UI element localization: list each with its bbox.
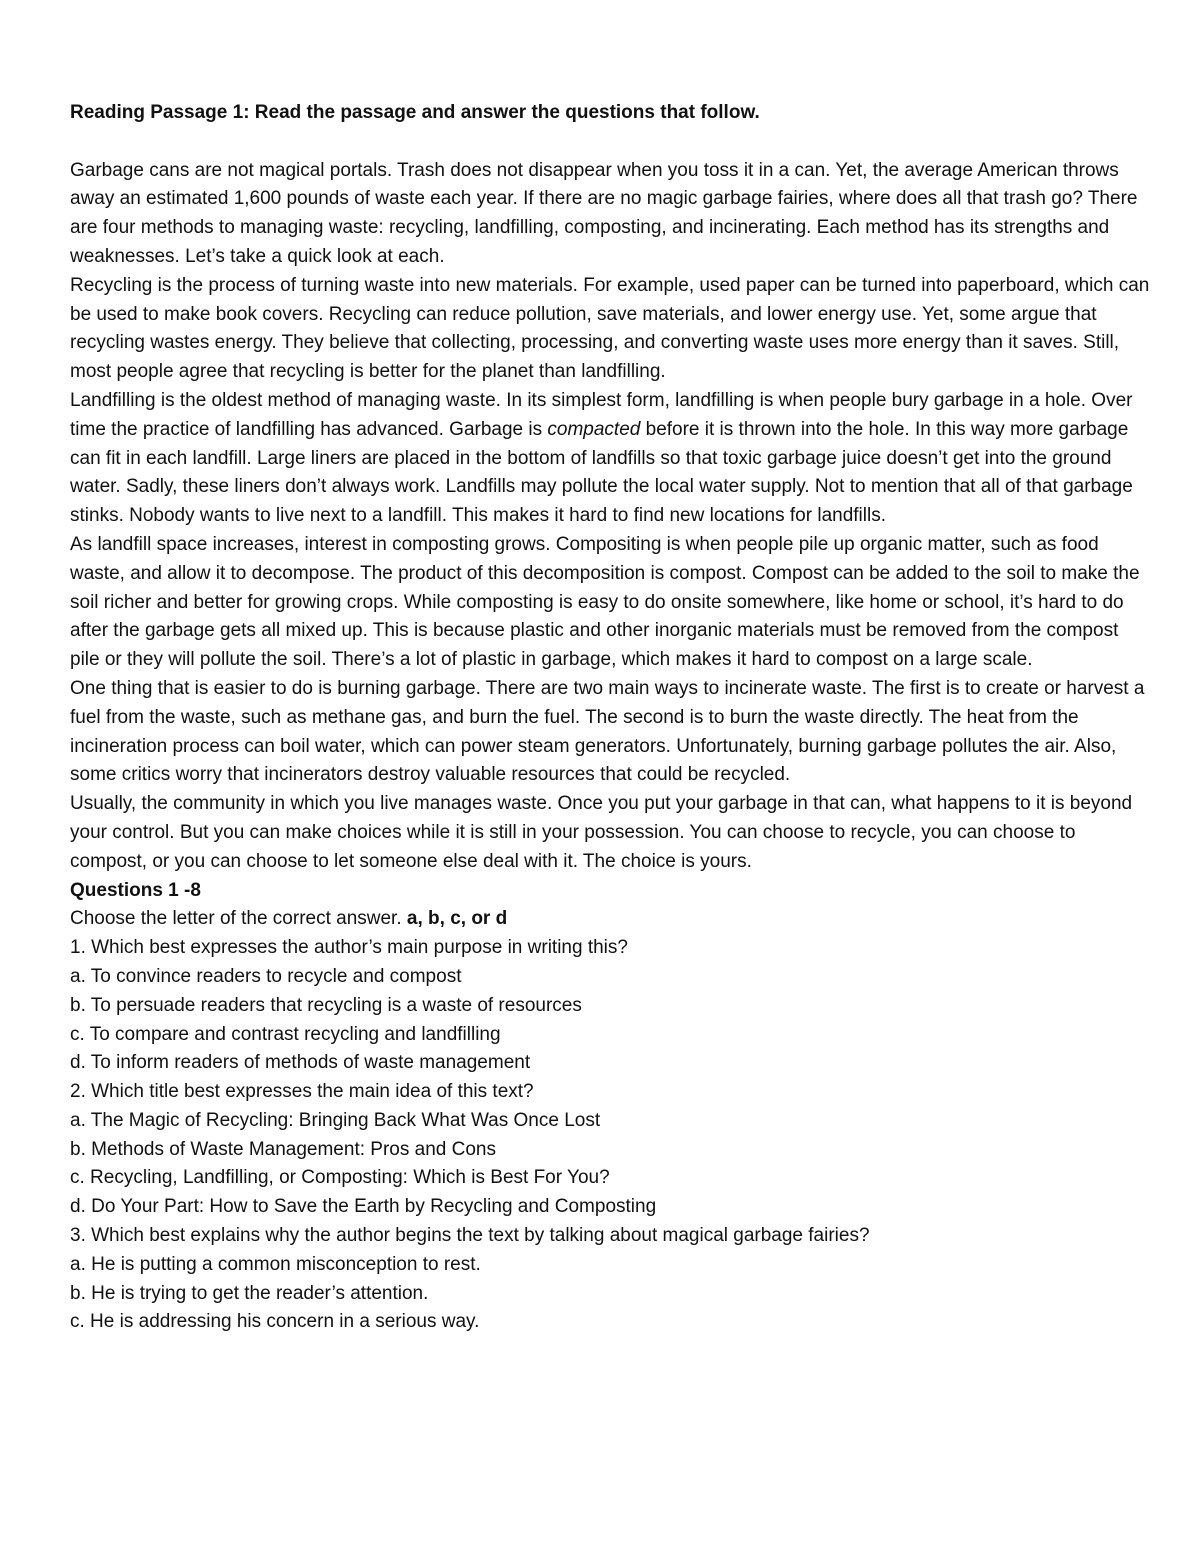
instructions-text: Choose the letter of the correct answer. xyxy=(70,908,407,930)
answer-option: a. The Magic of Recycling: Bringing Back What Was Once Lost xyxy=(70,1109,601,1131)
document-page xyxy=(70,99,1150,1337)
passage-title: Reading Passage 1: Read the passage and answer the questions that follow. xyxy=(70,102,760,123)
paragraph-conclusion: Usually, the community in which you live manages waste. Once you put your garbage in that can, what happens to it is beyond your control. But you can make choices while it is still in your possession. You can choose to recycle, you can choose to compost, or you can choose to let someone else deal with it. The choice is yours. xyxy=(70,793,1133,872)
questions-heading: Questions 1 -8 xyxy=(70,879,201,901)
questions-instructions xyxy=(70,905,1150,934)
question-prompt: 1. Which best expresses the author’s main purpose in writing this? xyxy=(70,937,628,959)
landfill-text-before: Landfilling is the oldest method of managing waste. In its simplest form, landfilling is when people bury garbage in a hole. Over time the practice of landfilling has advanced. Garbage is xyxy=(70,389,1133,440)
paragraph-recycling: Recycling is the process of turning waste into new materials. For example, used paper can be turned into paperboard, which can be used to make book covers. Recycling can reduce pollution, save materials, and lower energy use. Yet, some argue that recycling wastes energy. They believe that collecting, processing, and converting waste uses more energy than it saves. Still, most people agree that recycling is better for the planet than landfilling. xyxy=(70,274,1150,383)
question-prompt: 2. Which title best expresses the main idea of this text? xyxy=(70,1081,534,1103)
answer-option: c. He is addressing his concern in a serious way. xyxy=(70,1311,480,1333)
answer-option: c. Recycling, Landfilling, or Composting: Which is Best For You? xyxy=(70,1167,610,1189)
answer-option: a. To convince readers to recycle and compost xyxy=(70,965,462,987)
paragraph-intro: Garbage cans are not magical portals. Trash does not disappear when you toss it in a can. Yet, the average American throws away an estimated 1,600 pounds of waste each year. If there are no magic garbage fairies, where does all that trash go? There are four methods to managing waste: recycling, landfilling, composting, and incinerating. Each method has its strengths and weaknesses. Let’s take a quick look at each. xyxy=(70,159,1138,267)
landfill-text-after: before it is thrown into the hole. In this way more garbage can fit in each landfill. Large liners are placed in the bottom of landfills so that toxic garbage juice doesn’t get into the ground water. Sadly, these liners don’t always work. Landfills may pollute the local water supply. Not to mention that all of that garbage stinks. Nobody wants to live next to a landfill. This makes it hard to find new locations for landfills. xyxy=(70,418,1133,527)
answer-option: b. Methods of Waste Management: Pros and Cons xyxy=(70,1138,496,1160)
answer-option: a. He is putting a common misconception to rest. xyxy=(70,1253,481,1275)
answer-option: d. To inform readers of methods of waste management xyxy=(70,1052,531,1074)
instructions-letters: a, b, c, or d xyxy=(406,908,508,930)
paragraph-composting: As landfill space increases, interest in composting grows. Compositing is when people pile up organic matter, such as food waste, and allow it to decompose. The product of this decomposition is compost. Compost can be added to the soil to make the soil richer and better for growing crops. While composting is easy to do onsite somewhere, like home or school, it’s hard to do after the garbage gets all mixed up. This is because plastic and other inorganic materials must be removed from the compost pile or they will pollute the soil. There’s a lot of plastic in garbage, which makes it hard to compost on a large scale. xyxy=(70,533,1140,671)
question-prompt: 3. Which best explains why the author begins the text by talking about magical garbage fairies? xyxy=(70,1225,870,1247)
answer-option: b. He is trying to get the reader’s attention. xyxy=(70,1282,429,1304)
paragraph-incineration: One thing that is easier to do is burning garbage. There are two main ways to incinerate waste. The first is to create or harvest a fuel from the waste, such as methane gas, and burn the fuel. The second is to burn the waste directly. The heat from the incineration process can boil water, which can power steam generators. Unfortunately, burning garbage pollutes the air. Also, some critics worry that incinerators destroy valuable resources that could be recycled. xyxy=(70,677,1145,786)
answer-option: d. Do Your Part: How to Save the Earth by Recycling and Composting xyxy=(70,1196,657,1218)
answer-option: b. To persuade readers that recycling is a waste of resources xyxy=(70,994,582,1016)
answer-option: c. To compare and contrast recycling and landfilling xyxy=(70,1023,501,1045)
paragraph-landfilling xyxy=(70,387,1150,531)
emphasis-compacted: compacted xyxy=(547,418,641,440)
